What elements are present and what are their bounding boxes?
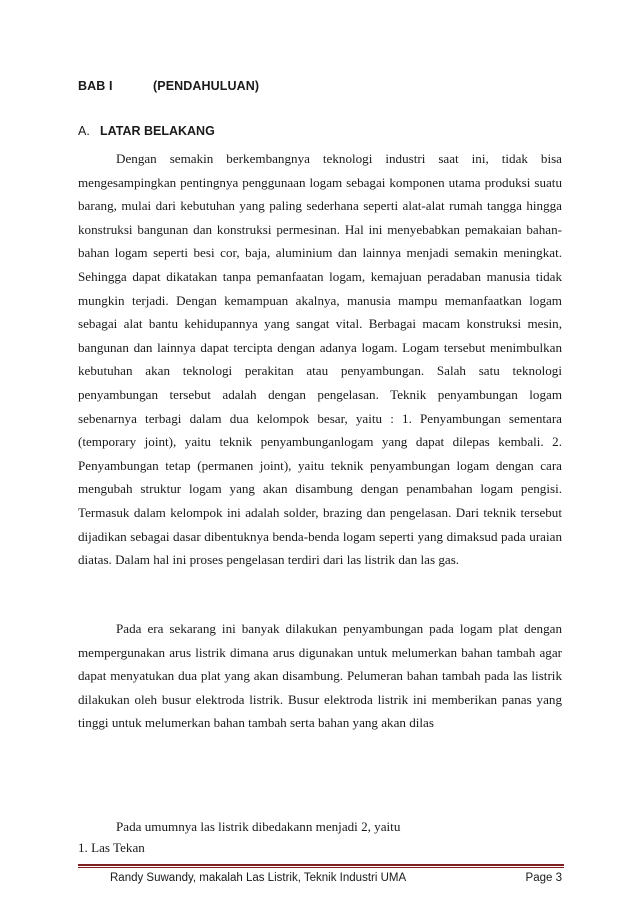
page-number: Page 3 [525, 872, 562, 884]
chapter-title: (PENDAHULUAN) [153, 79, 260, 93]
paragraph-2: Pada era sekarang ini banyak dilakukan penyambungan pada logam plat dengan mempergunakan arus listrik dimana arus digunakan untuk melumerkan bahan tambah agar dapat menyatukan dua plat yang akan disambung. Pelumeran bahan tambah pada las listrik dilakukan oleh busur elektroda listrik. Busur elektroda listrik ini memberikan panas yang tinggi untuk melumerkan bahan tambah serta bahan yang akan dilas [78, 621, 562, 731]
footer-divider-thin [78, 867, 564, 868]
section-letter: A. [78, 124, 90, 138]
list-item: 1. Las Tekan [78, 840, 145, 855]
footer-text: Randy Suwandy, makalah Las Listrik, Teknik Industri UMA [110, 872, 407, 884]
footer-divider [78, 864, 564, 866]
paragraph-3: Pada umumnya las listrik dibedakann menjadi 2, yaitu [116, 819, 401, 834]
section-title: LATAR BELAKANG [100, 124, 215, 138]
paragraph-1: Dengan semakin berkembangnya teknologi industri saat ini, tidak bisa mengesampingkan pentingnya penggunaan logam sebagai komponen utama produksi suatu barang, mulai dari kebutuhan yang paling sederhana seperti alat-alat rumah tangga hingga konstruksi bangunan dan konstruksi permesinan. Hal ini menyebabkan pemakaian bahan-bahan logam seperti besi cor, baja, aluminium dan lainnya menjadi semakin meningkat. Sehingga dapat dikatakan tanpa pemanfaatan logam, kemajuan peradaban manusia tidak mungkin terjadi. Dengan kemampuan akalnya, manusia mampu memanfaatkan logam sebagai alat bantu kehidupannya yang sangat vital. Berbagai macam konstruksi mesin, bangunan dan lainnya dapat tercipta dengan adanya logam. Logam tersebut menimbulkan kebutuhan akan teknologi perakitan atau penyambungan. Salah satu teknologi penyambungan tersebut adalah dengan pengelasan. Teknik penyambungan logam sebenarnya terbagi dalam dua kelompok besar, yaitu : 1. Penyambungan sementara (temporary joint), yaitu teknik penyambunganlogam yang dapat dilepas kembali. 2. Penyambungan tetap (permanen joint), yaitu teknik penyambungan logam dengan cara mengubah struktur logam yang akan disambung dengan penambahan logam pengisi. Termasuk dalam kelompok ini adalah solder, brazing dan pengelasan. Dari teknik tersebut dijadikan sebagai dasar dibentuknya benda-benda logam seperti yang dimaksud pada uraian diatas. Dalam hal ini proses pengelasan terdiri dari las listrik dan las gas. [78, 151, 562, 568]
chapter-number: BAB I [78, 79, 113, 93]
chapter-heading [78, 79, 259, 93]
section-heading [78, 124, 215, 138]
